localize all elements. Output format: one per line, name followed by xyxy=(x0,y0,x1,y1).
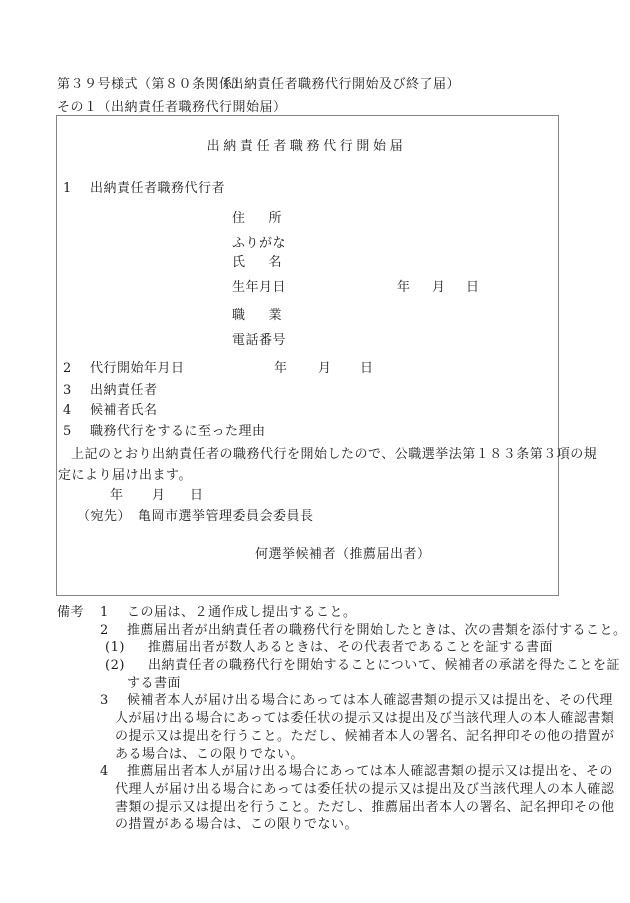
address-label-char-1: 住 xyxy=(232,211,246,226)
address-label-char-2: 所 xyxy=(268,211,282,226)
phone-label: 電話番号 xyxy=(232,333,287,348)
name-label xyxy=(232,256,282,271)
note-2-sub-1-number: (1) xyxy=(105,640,125,655)
note-3-line-1: 候補者本人が届け出る場合にあっては本人確認書類の提示又は提出を、その代理 xyxy=(127,693,613,708)
note-4-line-1: 推薦届出者本人が届け出る場合にあっては本人確認書類の提示又は提出を、その xyxy=(127,764,613,779)
phone-field-row xyxy=(0,334,630,352)
statement-line-2: 定により届け出ます。 xyxy=(58,468,192,483)
occupation-field-row xyxy=(0,309,630,327)
occupation-label xyxy=(232,309,282,324)
occupation-label-char-2: 業 xyxy=(268,308,282,323)
occupation-label-char-1: 職 xyxy=(232,308,246,323)
start-date-year-unit: 年 xyxy=(274,361,288,376)
submission-date-year-unit: 年 xyxy=(110,488,124,503)
section-4-label: 候補者氏名 xyxy=(90,403,158,418)
name-field-row xyxy=(0,256,630,274)
note-2-sub-2-number: (2) xyxy=(105,658,125,673)
note-4-line-4: の措置がある場合は、この限りでない。 xyxy=(115,817,359,832)
section-5-label: 職務代行をするに至った理由 xyxy=(90,424,266,439)
note-3-line-4: ある場合は、この限りでない。 xyxy=(115,747,305,762)
address-field-row xyxy=(0,212,630,230)
section-4-row xyxy=(0,404,630,422)
note-2-line-1: 推薦届出者が出納責任者の職務代行を開始したときは、次の書類を添付すること。 xyxy=(127,623,627,638)
note-4-line-3: 書類の提示又は提出を行うこと。ただし、推薦届出者本人の署名、記名押印その他 xyxy=(115,800,615,815)
section-3-number: 3 xyxy=(63,383,72,398)
signer-line: 何選挙候補者（推薦届出者） xyxy=(255,547,431,562)
header-style-number: 第３９号様式（第８０条関係） xyxy=(57,77,247,92)
section-3-row xyxy=(0,384,630,402)
furigana-field-row xyxy=(0,237,630,255)
name-label-char-2: 名 xyxy=(268,255,282,270)
start-date-day-unit: 日 xyxy=(360,361,374,376)
section-2-number: 2 xyxy=(63,361,72,376)
birthdate-field-row xyxy=(0,281,630,299)
section-1-number: 1 xyxy=(63,181,72,196)
birthdate-label: 生年月日 xyxy=(232,280,287,295)
address-label xyxy=(232,212,282,227)
note-1-number: 1 xyxy=(100,605,109,620)
note-2-sub-2-line-1: 出納責任者の職務代行を開始することについて、候補者の承諾を得たことを証 xyxy=(148,658,620,673)
section-2-label: 代行開始年月日 xyxy=(90,361,185,376)
section-1-row xyxy=(0,182,630,200)
note-4-line-2: 代理人が届け出る場合にあっては委任状の提示又は提出及び当該代理人の本人確認 xyxy=(115,782,615,797)
recipient-line: （宛先） 亀岡市選挙管理委員会委員長 xyxy=(77,509,314,524)
note-3-line-3: の提示又は提出を行うこと。ただし、候補者本人の署名、記名押印その他の措置が xyxy=(115,729,615,744)
note-3-line-2: 人が届け出る場合にあっては委任状の提示又は提出及び当該代理人の本人確認書類 xyxy=(115,711,615,726)
note-2-sub-2-line-2: する書面 xyxy=(127,676,182,691)
notes-label: 備考 xyxy=(57,605,85,620)
section-5-row xyxy=(0,425,630,443)
note-4-number: 4 xyxy=(100,764,109,779)
submission-date-month-unit: 月 xyxy=(152,488,166,503)
birthdate-day-unit: 日 xyxy=(466,280,480,295)
section-1-label: 出納責任者職務代行者 xyxy=(90,181,226,196)
note-3-number: 3 xyxy=(100,693,109,708)
furigana-label: ふりがな xyxy=(232,236,287,251)
start-date-month-unit: 月 xyxy=(318,361,332,376)
note-2-number: 2 xyxy=(100,623,109,638)
section-3-label: 出納責任者 xyxy=(90,383,158,398)
birthdate-year-unit: 年 xyxy=(397,280,411,295)
birthdate-month-unit: 月 xyxy=(432,280,446,295)
statement-line-1: 上記のとおり出納責任者の職務代行を開始したので、公職選挙法第１８３条第３項の規 xyxy=(71,447,598,462)
note-2-sub-1-line-1: 推薦届出者が数人あるときは、その代表者であることを証する書面 xyxy=(148,640,554,655)
section-4-number: 4 xyxy=(63,403,72,418)
submission-date-row xyxy=(0,489,630,507)
note-1-line-1: この届は、２通作成し提出すること。 xyxy=(127,605,357,620)
submission-date-day-unit: 日 xyxy=(190,488,204,503)
header-form-name: （出納責任者職務代行開始及び終了届） xyxy=(217,77,461,92)
form-title: 出納責任者職務代行開始届 xyxy=(206,139,407,154)
section-2-row xyxy=(0,362,630,380)
section-5-number: 5 xyxy=(63,424,72,439)
name-label-char-1: 氏 xyxy=(232,255,246,270)
header-subtitle: その１（出納責任者職務代行開始届） xyxy=(57,100,287,115)
